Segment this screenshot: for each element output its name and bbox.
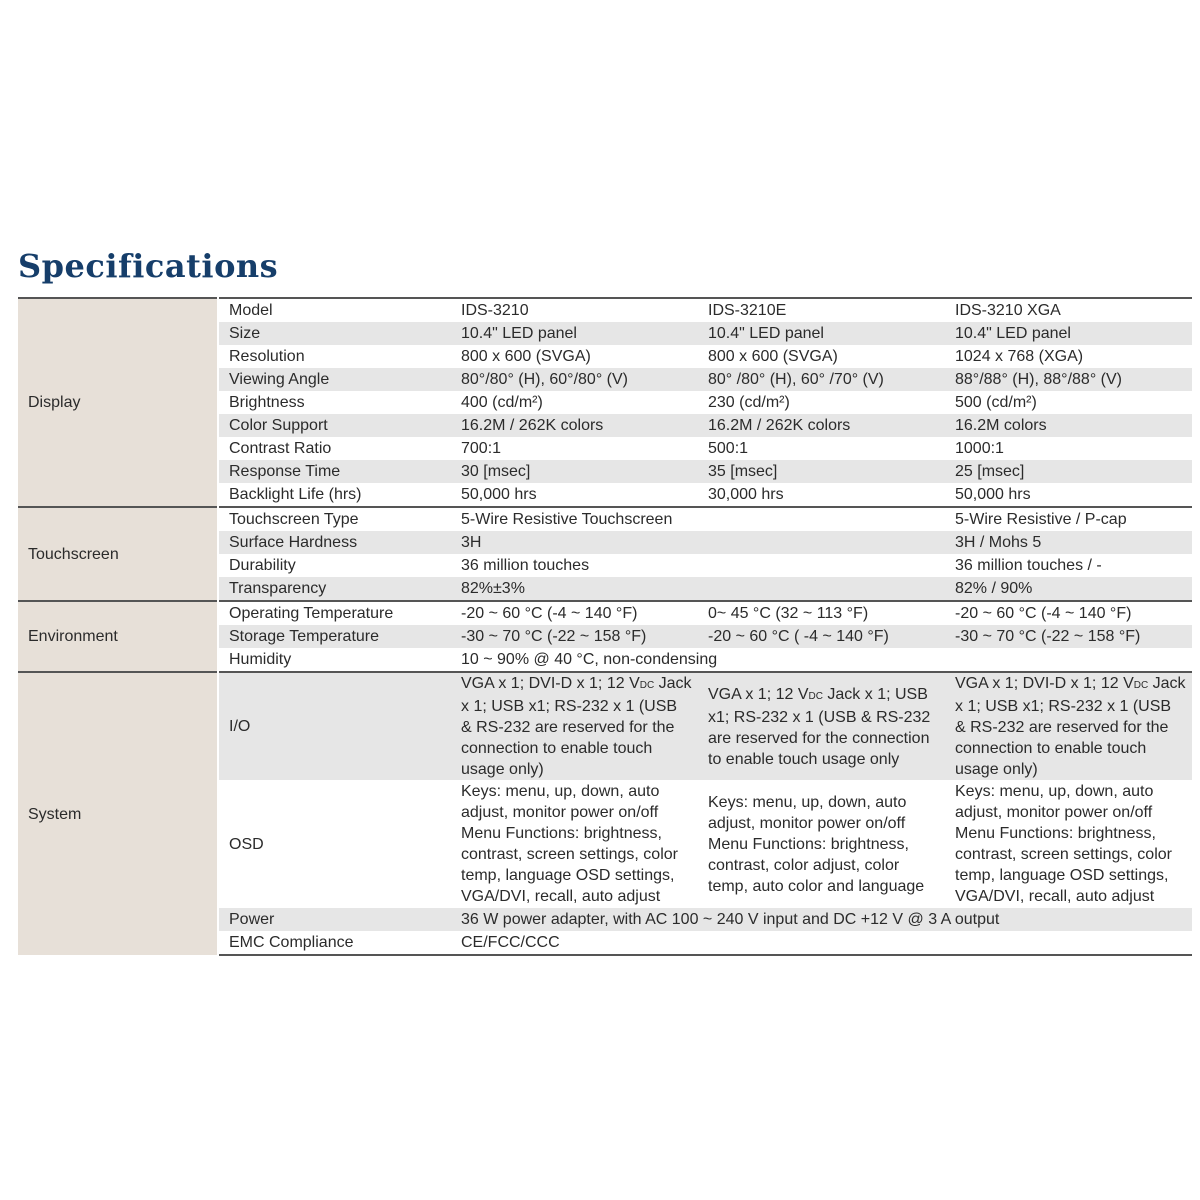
cell-value: 800 x 600 (SVGA) bbox=[461, 348, 591, 365]
cell-value: -20 ~ 60 °C (-4 ~ 140 °F) bbox=[945, 601, 1192, 625]
row-label: Touchscreen Type bbox=[218, 507, 451, 531]
cell-value: -30 ~ 70 °C (-22 ~ 158 °F) bbox=[945, 625, 1192, 648]
category-display: Display bbox=[18, 298, 218, 507]
row-label: Durability bbox=[229, 557, 296, 574]
row-label: Model bbox=[218, 298, 451, 322]
cell-value: 10.4" LED panel bbox=[945, 322, 1192, 345]
cell-value: 50,000 hrs bbox=[955, 486, 1031, 503]
row-label: Transparency bbox=[218, 577, 451, 601]
category-system: System bbox=[18, 672, 218, 955]
cell-value: 50,000 hrs bbox=[461, 486, 537, 503]
cell-value: 1024 x 768 (XGA) bbox=[955, 348, 1084, 365]
cell-value: 80°/80° (H), 60°/80° (V) bbox=[451, 368, 698, 391]
row-label: EMC Compliance bbox=[218, 931, 451, 955]
table-row bbox=[18, 601, 1192, 625]
cell-value: 82% / 90% bbox=[945, 577, 1192, 601]
cell-value: 36 million touches / - bbox=[955, 557, 1102, 574]
table-row bbox=[18, 298, 1192, 322]
cell-value: 88°/88° (H), 88°/88° (V) bbox=[945, 368, 1192, 391]
row-label: Color Support bbox=[218, 414, 451, 437]
cell-value: IDS-3210 XGA bbox=[945, 298, 1192, 322]
cell-value: -20 ~ 60 °C (-4 ~ 140 °F) bbox=[451, 601, 698, 625]
cell-value: 35 [msec] bbox=[698, 460, 945, 483]
cell-value: 500 (cd/m²) bbox=[955, 394, 1037, 411]
row-label: Resolution bbox=[229, 348, 305, 365]
cell-value: 800 x 600 (SVGA) bbox=[708, 348, 838, 365]
cell-value: 3H / Mohs 5 bbox=[945, 531, 1192, 554]
cell-value bbox=[698, 507, 945, 531]
cell-value: VGA x 1; DVI-D x 1; 12 VDC Jack x 1; USB x1; RS-232 x 1 (USB & RS-232 are reserved for the connection to enable touch usage only) bbox=[451, 672, 698, 780]
row-label: Brightness bbox=[229, 394, 305, 411]
page-title: Specifications bbox=[18, 247, 279, 285]
cell-value: VGA x 1; DVI-D x 1; 12 VDC Jack x 1; USB x1; RS-232 x 1 (USB & RS-232 are reserved for the connection to enable touch usage only) bbox=[945, 672, 1192, 780]
cell-value: 80° /80° (H), 60° /70° (V) bbox=[698, 368, 945, 391]
cell-value: 36 million touches bbox=[461, 557, 590, 574]
cell-value: 30,000 hrs bbox=[708, 486, 784, 503]
table-row bbox=[18, 507, 1192, 531]
cell-value: 25 [msec] bbox=[945, 460, 1192, 483]
category-touchscreen: Touchscreen bbox=[18, 507, 218, 601]
cell-value: 1000:1 bbox=[955, 440, 1004, 457]
cell-value: 36 W power adapter, with AC 100 ~ 240 V input and DC +12 V @ 3 A output bbox=[451, 908, 1192, 931]
cell-value bbox=[698, 531, 945, 554]
cell-value: 230 (cd/m²) bbox=[708, 394, 790, 411]
cell-value: 16.2M colors bbox=[945, 414, 1192, 437]
cell-value: Keys: menu, up, down, auto adjust, monitor power on/off Menu Functions: brightness, contrast, screen settings, color temp, language OSD settings, VGA/DVI, recall, auto adjust bbox=[955, 783, 1172, 905]
cell-value: 500:1 bbox=[708, 440, 749, 457]
row-label: I/O bbox=[218, 672, 451, 780]
row-label: Response Time bbox=[218, 460, 451, 483]
cell-value: Keys: menu, up, down, auto adjust, monitor power on/off Menu Functions: brightness, contrast, color adjust, color temp, auto color and language bbox=[708, 793, 925, 895]
cell-value: IDS-3210E bbox=[698, 298, 945, 322]
cell-value: 10 ~ 90% @ 40 °C, non-condensing bbox=[461, 651, 718, 668]
row-label: Operating Temperature bbox=[218, 601, 451, 625]
cell-value: 5-Wire Resistive Touchscreen bbox=[451, 507, 698, 531]
cell-value: Keys: menu, up, down, auto adjust, monitor power on/off Menu Functions: brightness, contrast, screen settings, color temp, language OSD settings, VGA/DVI, recall, auto adjust bbox=[461, 783, 678, 905]
row-label: Power bbox=[218, 908, 451, 931]
row-label: Storage Temperature bbox=[218, 625, 451, 648]
row-label: Contrast Ratio bbox=[229, 440, 332, 457]
row-label: Size bbox=[218, 322, 451, 345]
cell-value: 0~ 45 °C (32 ~ 113 °F) bbox=[698, 601, 945, 625]
cell-value: 5-Wire Resistive / P-cap bbox=[945, 507, 1192, 531]
cell-value: CE/FCC/CCC bbox=[451, 931, 1192, 955]
cell-value: 10.4" LED panel bbox=[451, 322, 698, 345]
cell-value: 400 (cd/m²) bbox=[461, 394, 543, 411]
cell-value bbox=[698, 554, 945, 577]
row-label: OSD bbox=[229, 835, 264, 853]
cell-value: 30 [msec] bbox=[451, 460, 698, 483]
row-label: Humidity bbox=[229, 651, 292, 668]
cell-value: 10.4" LED panel bbox=[698, 322, 945, 345]
cell-value: 700:1 bbox=[461, 440, 502, 457]
table-row bbox=[18, 672, 1192, 780]
cell-value: 16.2M / 262K colors bbox=[451, 414, 698, 437]
cell-value: 3H bbox=[451, 531, 698, 554]
cell-value: -20 ~ 60 °C ( -4 ~ 140 °F) bbox=[698, 625, 945, 648]
row-label: Viewing Angle bbox=[218, 368, 451, 391]
row-label: Backlight Life (hrs) bbox=[229, 486, 362, 503]
cell-value: -30 ~ 70 °C (-22 ~ 158 °F) bbox=[451, 625, 698, 648]
cell-value: VGA x 1; 12 VDC Jack x 1; USB x1; RS-232 x 1 (USB & RS-232 are reserved for the connection to enable touch usage only bbox=[698, 672, 945, 780]
specifications-table bbox=[18, 297, 1192, 956]
cell-value: IDS-3210 bbox=[451, 298, 698, 322]
cell-value: 82%±3% bbox=[451, 577, 698, 601]
category-environment: Environment bbox=[18, 601, 218, 672]
cell-value bbox=[698, 577, 945, 601]
cell-value: 16.2M / 262K colors bbox=[698, 414, 945, 437]
row-label: Surface Hardness bbox=[218, 531, 451, 554]
